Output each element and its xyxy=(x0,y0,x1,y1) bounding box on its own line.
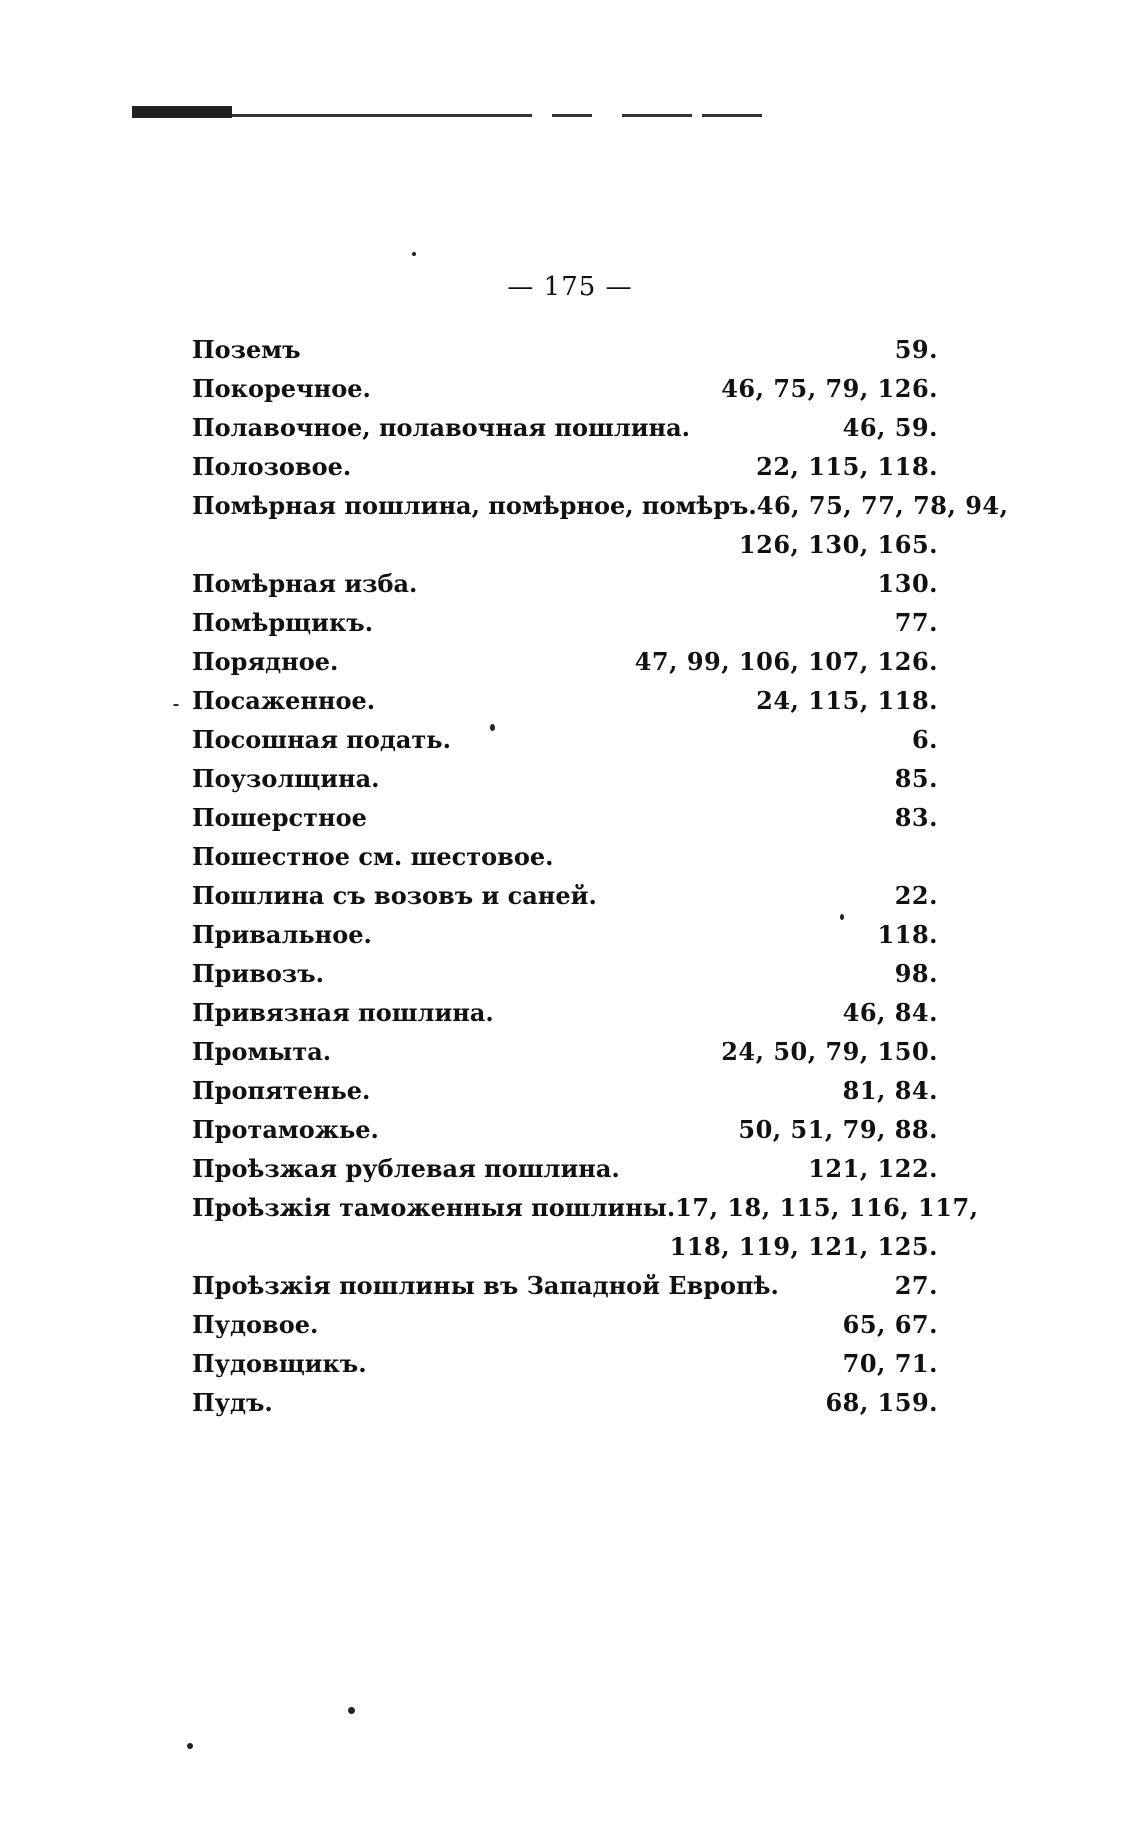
entry-term: Поземъ xyxy=(192,335,301,364)
ink-speck xyxy=(348,1707,355,1714)
entry-term: Покоречное. xyxy=(192,374,371,403)
index-entry-continuation xyxy=(192,525,938,564)
entry-term: Пропятенье. xyxy=(192,1076,371,1105)
entry-term: Протаможье. xyxy=(192,1115,379,1144)
index-entry xyxy=(192,1071,938,1110)
entry-pages: 85. xyxy=(894,764,938,793)
entry-pages: 17, 18, 115, 116, 117, xyxy=(675,1193,979,1222)
ink-speck xyxy=(173,704,179,706)
entry-term: Посошная подать. xyxy=(192,725,451,754)
entry-term: Поузолщина. xyxy=(192,764,380,793)
entry-term: Пошерстное xyxy=(192,803,367,832)
entry-term: Промыта. xyxy=(192,1037,332,1066)
entry-pages: 118, 119, 121, 125. xyxy=(669,1232,938,1261)
entry-pages: 130. xyxy=(877,569,938,598)
scan-edge-artifact xyxy=(132,104,1062,120)
entry-pages: 50, 51, 79, 88. xyxy=(738,1115,938,1144)
index-entry xyxy=(192,1266,938,1305)
entry-term: Привальное. xyxy=(192,920,372,949)
entry-pages: 24, 115, 118. xyxy=(756,686,938,715)
entry-pages: 22. xyxy=(894,881,938,910)
entry-pages: 22, 115, 118. xyxy=(756,452,938,481)
scan-edge-line xyxy=(622,114,692,117)
index-entry xyxy=(192,447,938,486)
entry-term: Полозовое. xyxy=(192,452,352,481)
index-entry xyxy=(192,642,938,681)
index-entry xyxy=(192,1305,938,1344)
entry-term: Посаженное. xyxy=(192,686,376,715)
entry-term: Помѣрщикъ. xyxy=(192,608,374,637)
scan-edge-line xyxy=(232,114,532,117)
entry-pages: 83. xyxy=(894,803,938,832)
index-entry xyxy=(192,681,938,720)
index-entry xyxy=(192,486,1009,525)
ink-speck xyxy=(187,1743,193,1749)
entry-pages: 77. xyxy=(894,608,938,637)
entry-pages: 98. xyxy=(894,959,938,988)
ink-speck xyxy=(412,252,416,256)
entry-term: Порядное. xyxy=(192,647,339,676)
entry-pages: 118. xyxy=(877,920,938,949)
entry-pages: 70, 71. xyxy=(842,1349,938,1378)
scan-edge-line xyxy=(702,114,762,117)
index-entry xyxy=(192,1032,938,1071)
entry-pages: 68, 159. xyxy=(825,1388,938,1417)
index-entry xyxy=(192,876,938,915)
entry-pages: 46, 59. xyxy=(842,413,938,442)
index-entry xyxy=(192,720,938,759)
entry-pages: 6. xyxy=(911,725,938,754)
entry-pages: 126, 130, 165. xyxy=(738,530,938,559)
index-entry xyxy=(192,564,938,603)
entry-term: Пошлина съ возовъ и саней. xyxy=(192,881,597,910)
scan-edge-line xyxy=(552,114,592,117)
entry-pages: 46, 84. xyxy=(842,998,938,1027)
entry-term: Пудовщикъ. xyxy=(192,1349,367,1378)
entry-pages: 46, 75, 77, 78, 94, xyxy=(756,491,1009,520)
index-entry xyxy=(192,1149,938,1188)
scan-edge-block xyxy=(132,106,232,118)
entry-pages: 81, 84. xyxy=(842,1076,938,1105)
index-entry xyxy=(192,1188,979,1227)
index-entry-continuation xyxy=(192,1227,938,1266)
entry-pages: 47, 99, 106, 107, 126. xyxy=(634,647,938,676)
index-entry xyxy=(192,369,938,408)
index-entry xyxy=(192,915,938,954)
index-entry xyxy=(192,993,938,1032)
entry-pages: 46, 75, 79, 126. xyxy=(721,374,938,403)
entry-term: Проѣзжая рублевая пошлина. xyxy=(192,1154,620,1183)
entry-term: Пудъ. xyxy=(192,1388,273,1417)
entry-pages: 59. xyxy=(894,335,938,364)
entry-term: Пошестное см. шестовое. xyxy=(192,842,554,871)
entry-term: Проѣзжія пошлины въ Западной Европѣ. xyxy=(192,1271,779,1300)
index-entry xyxy=(192,1344,938,1383)
entry-term: Помѣрная пошлина, помѣрное, помѣръ. xyxy=(192,491,757,520)
index-entry xyxy=(192,408,938,447)
entry-pages: 121, 122. xyxy=(808,1154,938,1183)
index-entry xyxy=(192,759,938,798)
index-entry xyxy=(192,330,938,369)
entry-term: Полавочное, полавочная пошлина. xyxy=(192,413,691,442)
index-entry xyxy=(192,837,938,876)
index-entry xyxy=(192,798,938,837)
entry-term: Проѣзжія таможенныя пошлины. xyxy=(192,1193,676,1222)
entry-term: Помѣрная изба. xyxy=(192,569,418,598)
index-entry xyxy=(192,603,938,642)
entry-pages: 24, 50, 79, 150. xyxy=(721,1037,938,1066)
index-entry xyxy=(192,1110,938,1149)
index-list xyxy=(192,330,1009,1422)
page-number: — 175 — xyxy=(507,272,633,302)
entry-term: Пудовое. xyxy=(192,1310,319,1339)
index-entry xyxy=(192,954,938,993)
entry-pages: 27. xyxy=(894,1271,938,1300)
entry-pages: 65, 67. xyxy=(842,1310,938,1339)
entry-term: Привозъ. xyxy=(192,959,325,988)
entry-term: Привязная пошлина. xyxy=(192,998,494,1027)
index-entry xyxy=(192,1383,938,1422)
